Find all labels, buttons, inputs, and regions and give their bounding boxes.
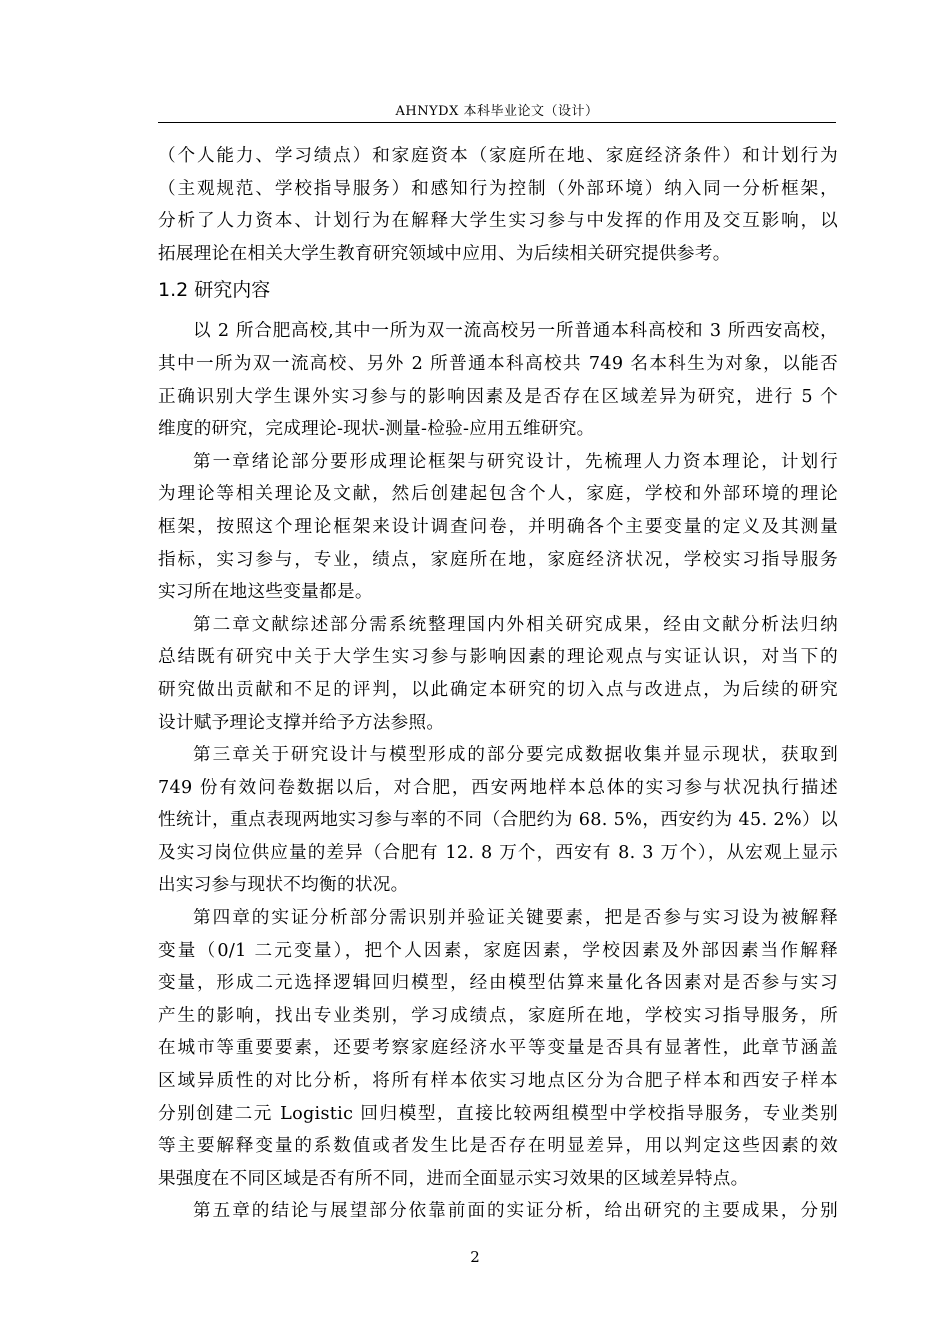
text-line: 等主要解释变量的系数值或者发生比是否存在明显差异，用以判定这些因素的效 bbox=[158, 1136, 838, 1157]
page-number: 2 bbox=[470, 1248, 480, 1266]
text-line: 第二章文献综述部分需系统整理国内外相关研究成果，经由文献分析法归纳 bbox=[193, 614, 838, 635]
page-header-title: AHNYDX 本科毕业论文（设计） bbox=[395, 104, 599, 119]
body-paragraph-1 bbox=[158, 315, 838, 445]
text-line: 749 份有效问卷数据以后，对合肥，西安两地样本总体的实习参与状况执行描述 bbox=[158, 777, 838, 798]
text-line: 果强度在不同区域是否有所不同，进而全面显示实习效果的区域差异特点。 bbox=[158, 1168, 749, 1189]
text-line: 为理论等相关理论及文献，然后创建起包含个人，家庭，学校和外部环境的理论 bbox=[158, 484, 838, 505]
text-line: 变量，形成二元选择逻辑回归模型，经由模型估算来量化各因素对是否参与实习 bbox=[158, 973, 838, 994]
section-heading: 1.2 研究内容 bbox=[158, 279, 271, 302]
text-line: 实习所在地这些变量都是。 bbox=[158, 582, 373, 603]
page-content bbox=[158, 140, 838, 1228]
text-line: 指标，实习参与，专业，绩点，家庭所在地，家庭经济状况，学校实习指导服务 bbox=[158, 549, 838, 570]
header-rule bbox=[158, 122, 836, 123]
body-paragraph-3 bbox=[158, 609, 838, 739]
intro-paragraph bbox=[158, 140, 838, 270]
text-line: 分析了人力资本、计划行为在解释大学生实习参与中发挥的作用及交互影响，以 bbox=[158, 211, 838, 232]
text-line: 性统计，重点表现两地实习参与率的不同（合肥约为 68. 5%，西安约为 45. 2%）以 bbox=[158, 810, 838, 831]
text-line: 第一章绪论部分要形成理论框架与研究设计，先梳理人力资本理论，计划行 bbox=[193, 451, 838, 472]
text-line: 变量（0/1 二元变量），把个人因素，家庭因素，学校因素及外部因素当作解释 bbox=[158, 940, 838, 961]
text-line: 分别创建二元 Logistic 回归模型，直接比较两组模型中学校指导服务，专业类别 bbox=[158, 1103, 838, 1124]
text-line: 框架，按照这个理论框架来设计调查问卷，并明确各个主要变量的定义及其测量 bbox=[158, 516, 838, 537]
text-line: 拓展理论在相关大学生教育研究领域中应用、为后续相关研究提供参考。 bbox=[158, 243, 731, 264]
text-line: 设计赋予理论支撑并给予方法参照。 bbox=[158, 712, 445, 733]
text-line: 区域异质性的对比分析，将所有样本依实习地点区分为合肥子样本和西安子样本 bbox=[158, 1071, 838, 1092]
text-line: 出实习参与现状不均衡的状况。 bbox=[158, 875, 409, 896]
body-paragraph-4 bbox=[158, 739, 838, 902]
text-line: （个人能力、学习绩点）和家庭资本（家庭所在地、家庭经济条件）和计划行为 bbox=[158, 146, 838, 166]
text-line: （主观规范、学校指导服务）和感知行为控制（外部环境）纳入同一分析框架， bbox=[158, 178, 838, 199]
text-line: 及实习岗位供应量的差异（合肥有 12. 8 万个，西安有 8. 3 万个），从宏观上显示 bbox=[158, 842, 838, 863]
text-line: 以 2 所合肥高校,其中一所为双一流高校另一所普通本科高校和 3 所西安高校， bbox=[193, 321, 838, 342]
text-line: 第三章关于研究设计与模型形成的部分要完成数据收集并显示现状，获取到 bbox=[193, 745, 838, 766]
body-paragraph-2 bbox=[158, 446, 838, 609]
text-line: 第四章的实证分析部分需识别并验证关键要素，把是否参与实习设为被解释 bbox=[193, 908, 838, 929]
body-paragraph-6 bbox=[158, 1195, 838, 1228]
body-paragraph-5 bbox=[158, 902, 838, 1195]
text-line: 其中一所为双一流高校、另外 2 所普通本科高校共 749 名本科生为对象，以能否 bbox=[158, 353, 838, 374]
text-line: 总结既有研究中关于大学生实习参与影响因素的理论观点与实证认识，对当下的 bbox=[158, 647, 838, 668]
text-line: 在城市等重要要素，还要考察家庭经济水平等变量是否具有显著性，此章节涵盖 bbox=[158, 1038, 838, 1059]
text-line: 维度的研究，完成理论-现状-测量-检验-应用五维研究。 bbox=[158, 419, 595, 440]
text-line: 产生的影响，找出专业类别，学习成绩点，家庭所在地，学校实习指导服务，所 bbox=[158, 1005, 838, 1026]
text-line: 正确识别大学生课外实习参与的影响因素及是否存在区域差异为研究，进行 5 个 bbox=[158, 386, 838, 407]
text-line: 研究做出贡献和不足的评判，以此确定本研究的切入点与改进点，为后续的研究 bbox=[158, 679, 838, 700]
text-line: 第五章的结论与展望部分依靠前面的实证分析，给出研究的主要成果，分别 bbox=[193, 1201, 838, 1222]
